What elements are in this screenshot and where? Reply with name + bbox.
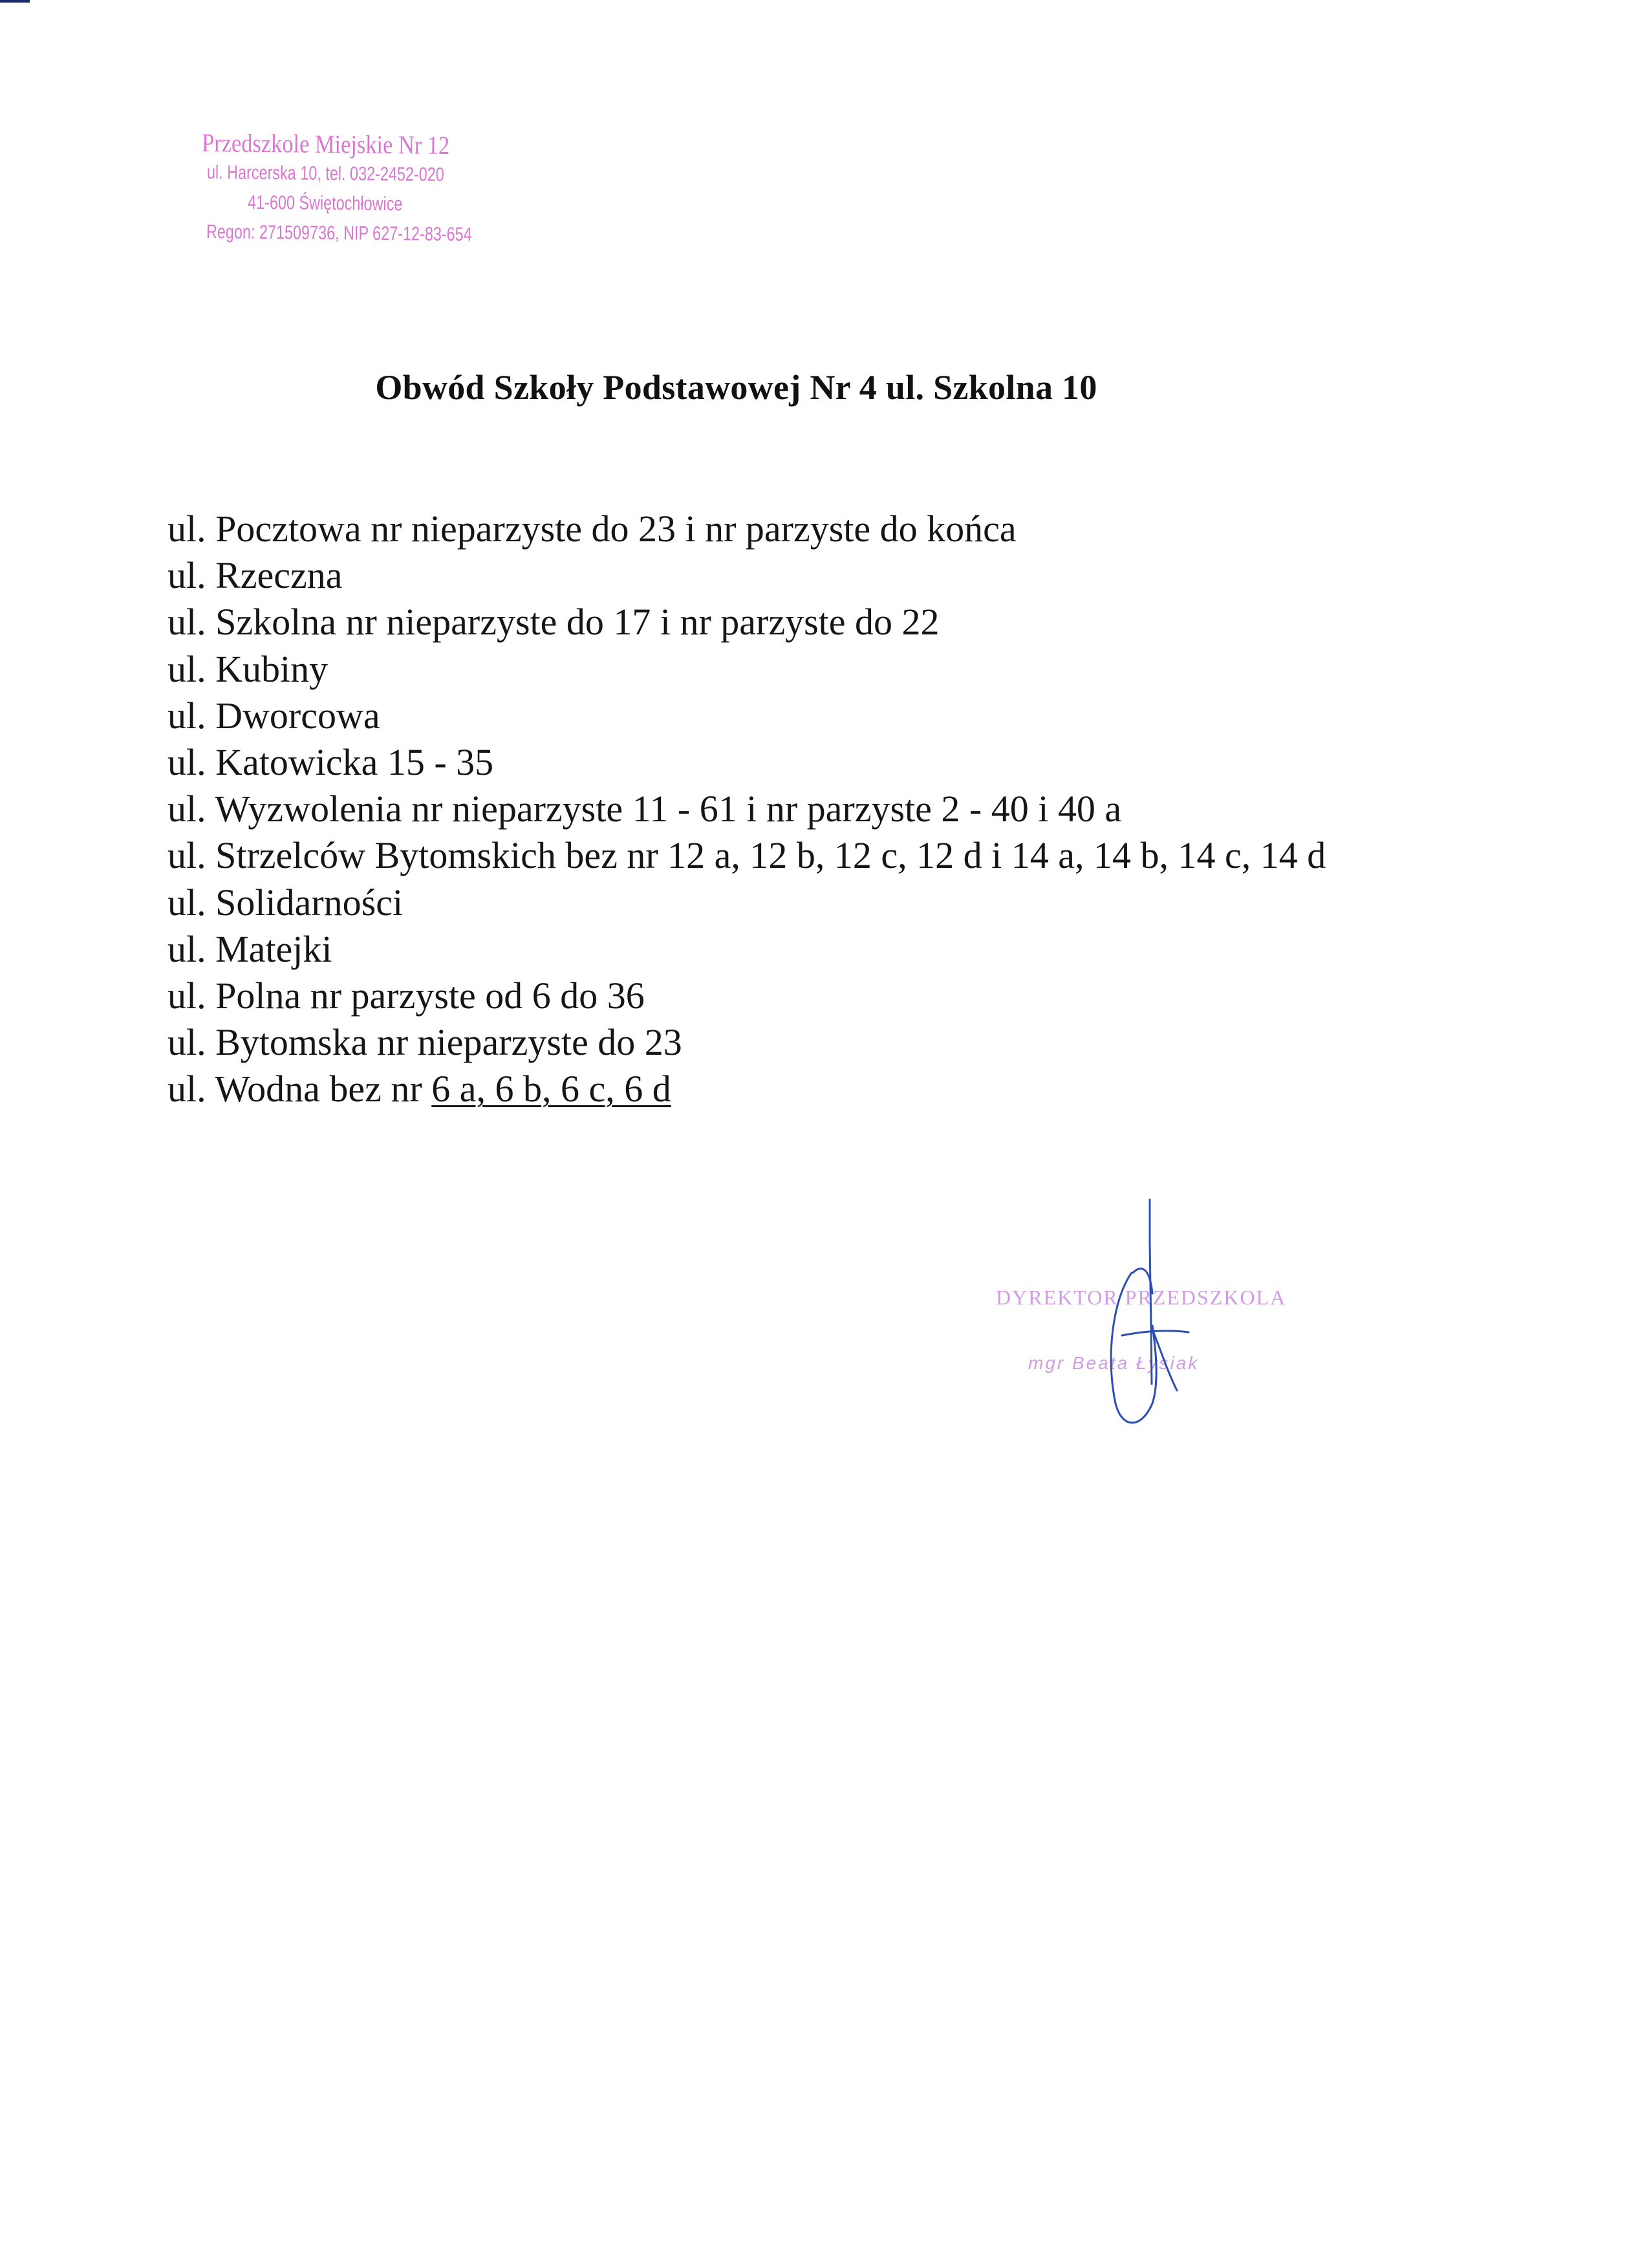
street-item: ul. Polna nr parzyste od 6 do 36 (167, 975, 645, 1017)
street-item-underlined-numbers: 6 a, 6 b, 6 c, 6 d (431, 1068, 671, 1110)
street-item: ul. Matejki (167, 927, 332, 970)
street-item: ul. Solidarności (167, 881, 404, 923)
handwritten-signature (983, 1196, 1332, 1442)
street-item: ul. Pocztowa nr nieparzyste do 23 i nr parzyste do końca (167, 508, 1017, 550)
street-item: ul. Wyzwolenia nr nieparzyste 11 - 61 i nr parzyste 2 - 40 i 40 a (167, 788, 1122, 830)
street-item-last (167, 1066, 1326, 1112)
street-list (167, 506, 1326, 1113)
street-item: ul. Dworcowa (167, 694, 380, 737)
street-item: ul. Szkolna nr nieparzyste do 17 i nr parzyste do 22 (167, 601, 940, 643)
street-item: ul. Katowicka 15 - 35 (167, 741, 494, 784)
director-stamp-name: mgr Beata Łysiak (1028, 1353, 1200, 1373)
document-title: Obwód Szkoły Podstawowej Nr 4 ul. Szkolna 10 (375, 368, 1097, 407)
director-stamp-title: DYREKTOR PRZEDSZKOLA (996, 1286, 1287, 1309)
scan-edge-mark (0, 0, 30, 3)
stamp-address: ul. Harcerska 10, tel. 032-2452-020 (206, 162, 444, 186)
institution-stamp (173, 128, 478, 250)
street-item-prefix: ul. Wodna bez nr (167, 1068, 432, 1110)
signature-block (983, 1196, 1332, 1442)
street-item: ul. Kubiny (167, 647, 329, 690)
stamp-city: 41-600 Świętochłowice (247, 191, 403, 215)
street-item: ul. Bytomska nr nieparzyste do 23 (167, 1021, 682, 1064)
stamp-institution-name: Przedszkole Miejskie Nr 12 (201, 127, 450, 160)
street-item: ul. Strzelców Bytomskich bez nr 12 a, 12 b, 12 c, 12 d i 14 a, 14 b, 14 c, 14 d (167, 834, 1326, 877)
street-item: ul. Rzeczna (167, 554, 343, 597)
stamp-registry-numbers: Regon: 271509736, NIP 627-12-83-654 (206, 221, 472, 246)
